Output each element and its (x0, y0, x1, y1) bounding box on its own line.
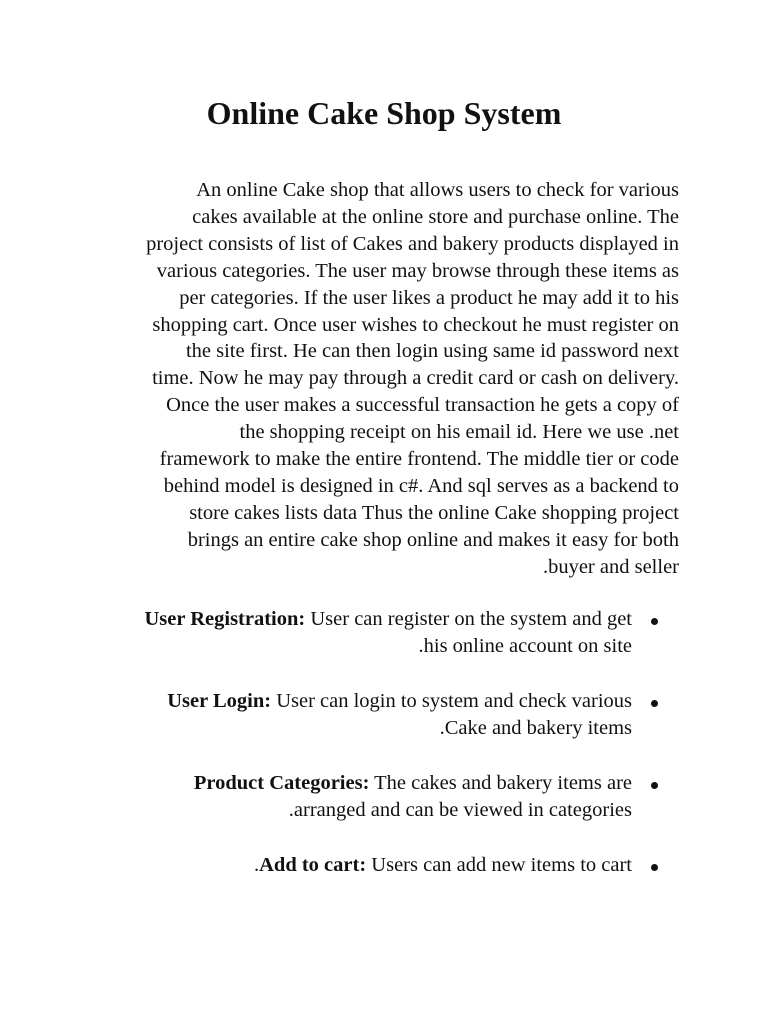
intro-line: project consists of list of Cakes and bakery products displayed in (146, 232, 679, 255)
intro-line: brings an entire cake shop online and makes it easy for both (187, 528, 679, 551)
intro-line: store cakes lists data Thus the online Cake shopping project (189, 501, 679, 524)
feature-prefix: . (253, 854, 260, 876)
document-title: Online Cake Shop System (206, 95, 562, 131)
intro-line: the site first. He can then login using same id password next (185, 340, 679, 363)
feature-description: Users can add new items to cart (366, 854, 632, 876)
intro-line: shopping cart. Once user wishes to checkout he must register on (152, 313, 679, 336)
bullet-icon (651, 782, 658, 789)
feature-term: Product Categories: (193, 772, 370, 794)
intro-line: .buyer and seller (542, 555, 679, 578)
feature-item-add-to-cart (60, 852, 680, 879)
intro-line: An online Cake shop that allows users to check for various (196, 179, 679, 201)
bullet-icon (651, 864, 658, 871)
intro-line: behind model is designed in c#. And sql serves as a backend to (163, 474, 679, 497)
feature-line (60, 688, 632, 715)
feature-item-user-login (60, 688, 680, 742)
feature-line: .his online account on site (418, 635, 632, 657)
bullet-icon (651, 700, 658, 707)
feature-item-user-registration (60, 606, 680, 660)
feature-description: User can register on the system and get (305, 608, 632, 630)
intro-line: framework to make the entire frontend. The middle tier or code (159, 448, 679, 471)
bullet-icon (651, 618, 658, 625)
intro-paragraph (82, 177, 679, 581)
feature-list (60, 606, 680, 907)
feature-term: User Registration: (144, 608, 306, 630)
feature-description: The cakes and bakery items are (369, 772, 632, 794)
feature-line (60, 606, 632, 633)
feature-description: User can login to system and check various (271, 690, 632, 712)
feature-item-product-categories (60, 770, 680, 824)
intro-line: time. Now he may pay through a credit card or cash on delivery. (152, 367, 679, 390)
feature-line (60, 852, 632, 879)
intro-line: Once the user makes a successful transaction he gets a copy of (166, 394, 679, 417)
feature-term: Add to cart: (259, 854, 367, 876)
intro-line: the shopping receipt on his email id. Here we use .net (239, 421, 679, 444)
intro-line: various categories. The user may browse through these items as (156, 259, 679, 282)
feature-term: User Login: (167, 690, 272, 712)
intro-line: per categories. If the user likes a product he may add it to his (179, 286, 679, 309)
intro-line: cakes available at the online store and purchase online. The (192, 205, 679, 228)
feature-line: .arranged and can be viewed in categories (288, 799, 632, 821)
feature-line: .Cake and bakery items (439, 717, 632, 739)
feature-line (60, 770, 632, 797)
